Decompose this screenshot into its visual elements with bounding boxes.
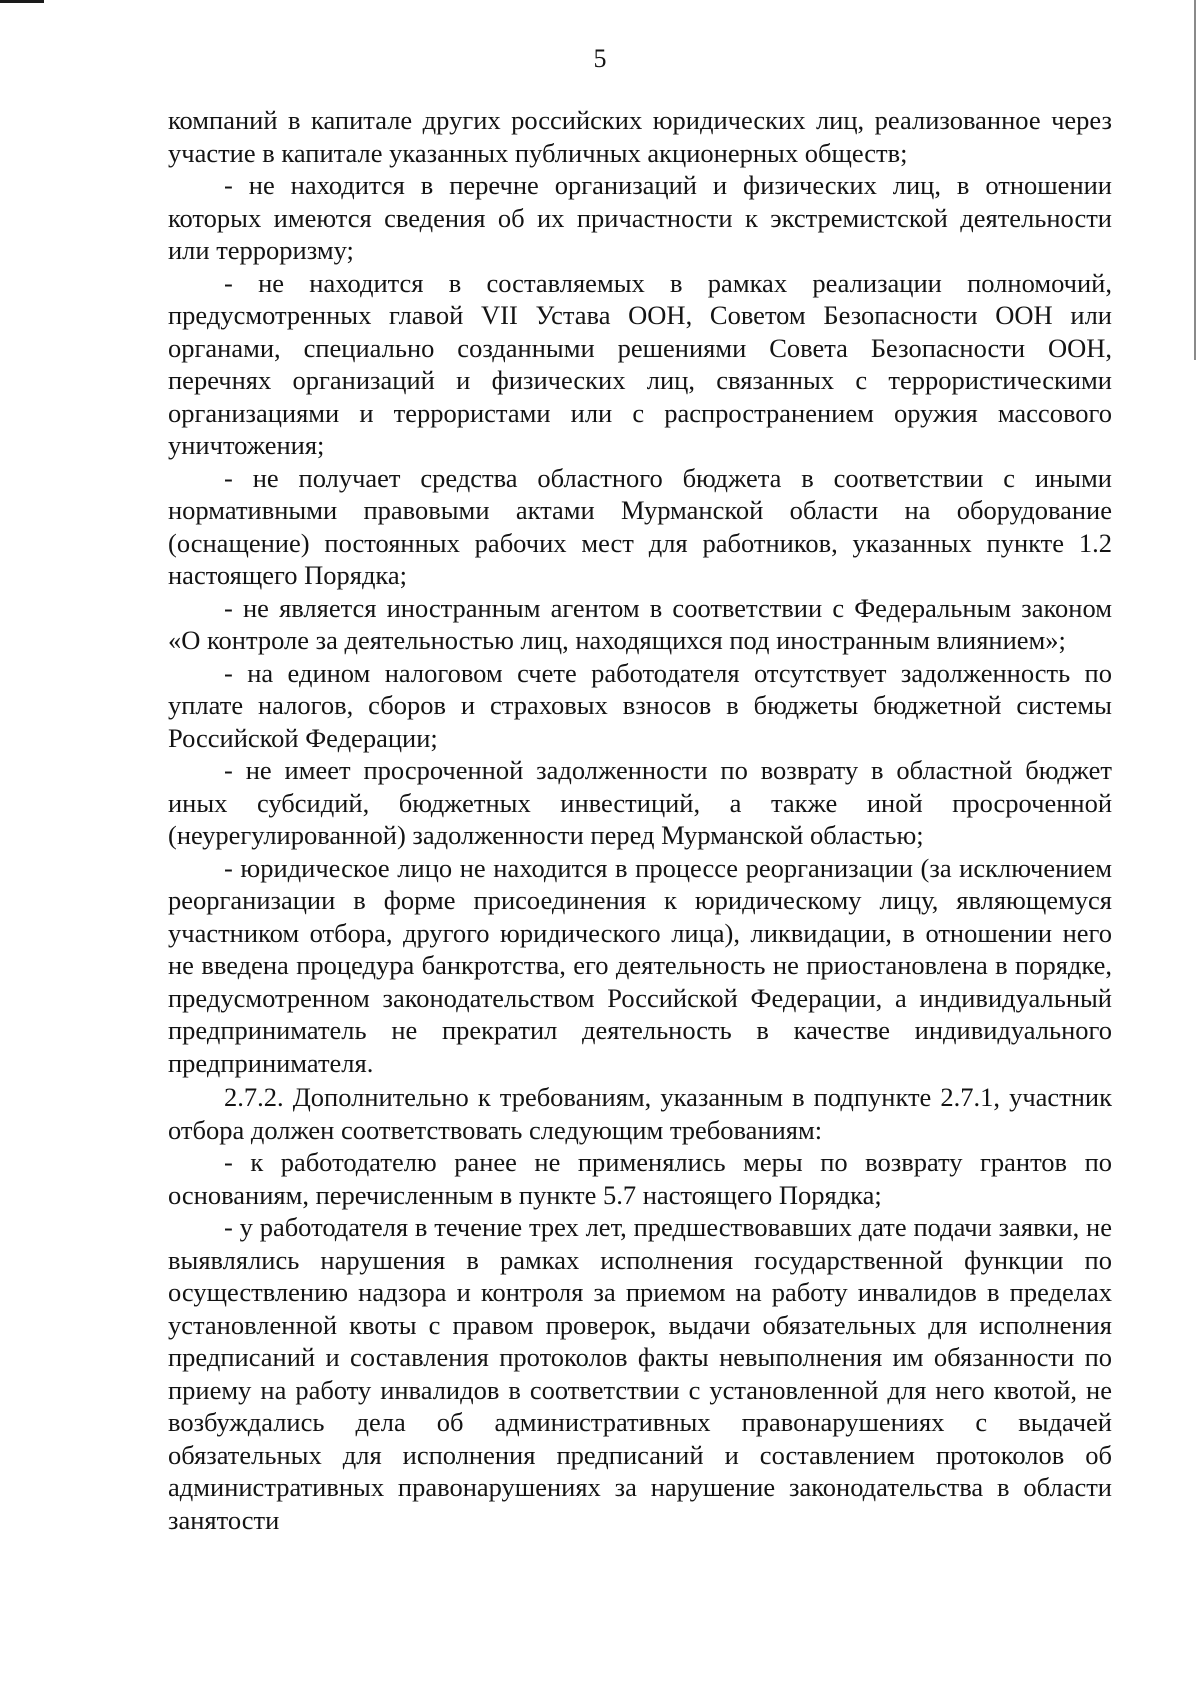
paragraph-continuation: компаний в капитале других российских юридических лиц, реализованное через участие в капитале указанных публичных акционерных обществ; (168, 105, 1112, 168)
paragraph-regional-budget-funds: - не получает средства областного бюджета в соответствии с иными нормативными правовыми актами Мурманской области на оборудование (оснащение) постоянных рабочих мест для работников, указанных пункте 1.2 настоящего Порядка; (168, 462, 1112, 590)
paragraph-disability-quota: - у работодателя в течение трех лет, предшествовавших дате подачи заявки, не выявлялись нарушения в рамках исполнения государственной функции по осуществлению надзора и контроля за приемом на работу инвалидов в пределах установленной квоты с правом проверок, выдачи обязательных для исполнения предписаний и составления протоколов факты невыполнения им обязанности по приему на работу инвалидов в соответствии с установленной для него квотой, не возбуждались дела об административных правонарушениях с выдачей обязательных для исполнения предписаний и составлением протоколов об административных правонарушениях за нарушение законодательства в области занятости (168, 1212, 1112, 1535)
paragraph-foreign-agent: - не является иностранным агентом в соответствии с Федеральным законом «О контроле за деятельностью лиц, находящихся под иностранным влиянием»; (168, 592, 1112, 655)
scan-corner-mark (0, 0, 44, 3)
paragraph-grant-return: - к работодателю ранее не применялись меры по возврату грантов по основаниям, перечисленным в пункте 5.7 настоящего Порядка; (168, 1147, 1112, 1210)
document-body (168, 104, 1112, 1536)
paragraph-un-sanctions-list: - не находится в составляемых в рамках реализации полномочий, предусмотренных главой VII Устава ООН, Советом Безопасности ООН или органами, специально созданными решениями Совета Безопасности ООН, перечнях организаций и физических лиц, связанных с террористическими организациями и террористами или с распространением оружия массового уничтожения; (168, 267, 1112, 460)
paragraph-extremism-list: - не находится в перечне организаций и физических лиц, в отношении которых имеются сведения об их причастности к экстремистской деятельности или терроризму; (168, 170, 1112, 265)
paragraph-overdue-debt: - не имеет просроченной задолженности по возврату в областной бюджет иных субсидий, бюджетных инвестиций, а также иной просроченной (неурегулированной) задолженности перед Мурманской областью; (168, 755, 1112, 850)
paragraph-reorganization: - юридическое лицо не находится в процессе реорганизации (за исключением реорганизации в форме присоединения к юридическому лицу, являющемуся участником отбора, другого юридического лица), ликвидации, в отношении него не введена процедура банкротства, его деятельность не приостановлена в порядке, предусмотренном законодательством Российской Федерации, а индивидуальный предприниматель не прекратил деятельность в качестве индивидуального предпринимателя. (168, 852, 1112, 1078)
paragraph-section-2-7-2: 2.7.2. Дополнительно к требованиям, указанным в подпункте 2.7.1, участник отбора должен соответствовать следующим требованиям: (168, 1082, 1112, 1145)
page-number: 5 (593, 44, 607, 73)
paragraph-tax-debt: - на едином налоговом счете работодателя отсутствует задолженность по уплате налогов, сборов и страховых взносов в бюджеты бюджетной системы Российской Федерации; (168, 657, 1112, 753)
